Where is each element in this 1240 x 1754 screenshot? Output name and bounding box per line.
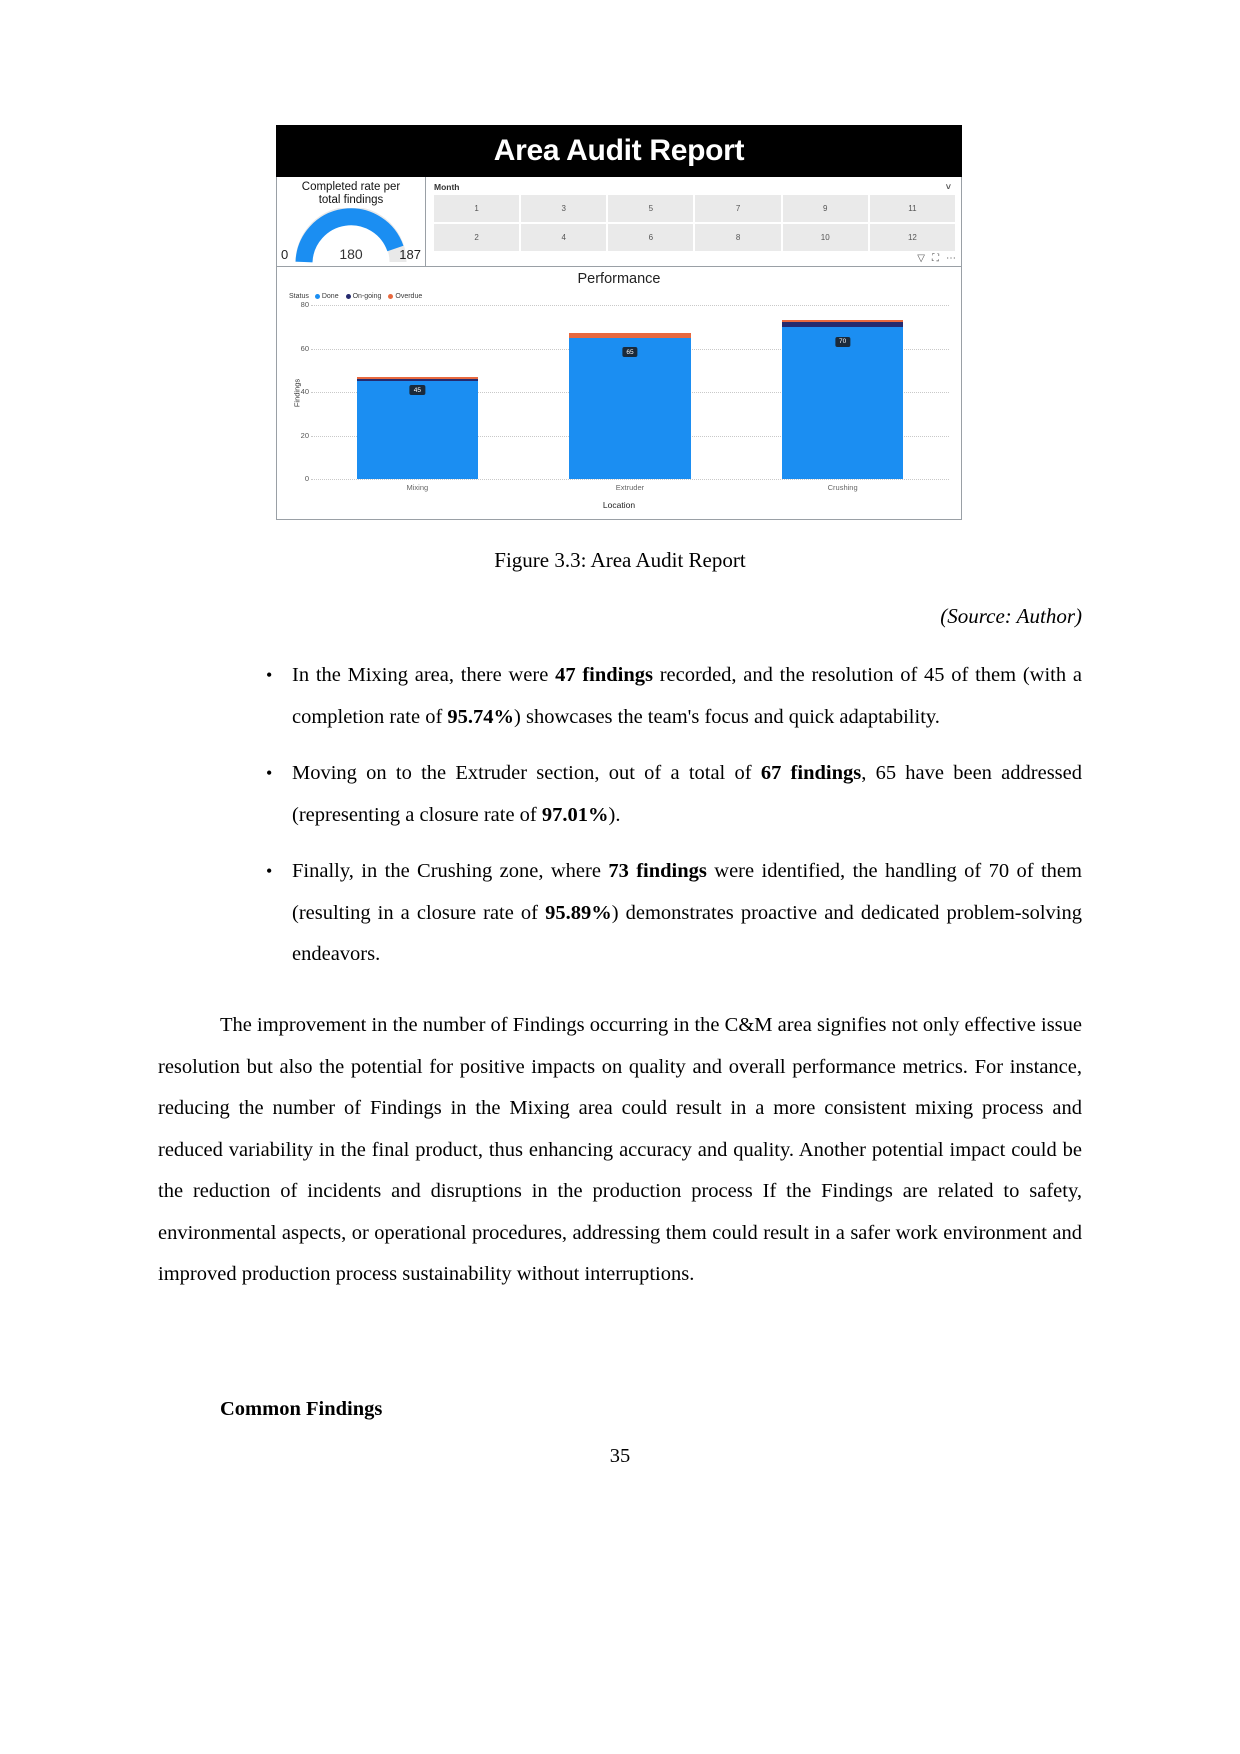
list-item: • Finally, in the Crushing zone, where 73 findings were identified, the handling of 70 of them (resulting in a closure rate of 95.89%) demonstrates proactive and dedicated problem-solving endeavors. xyxy=(252,851,1082,976)
y-axis-tick: 20 xyxy=(300,430,309,440)
month-cell[interactable]: 6 xyxy=(608,224,693,251)
month-cell[interactable]: 5 xyxy=(608,195,693,222)
gauge-title-line2: total findings xyxy=(318,194,384,206)
month-slicer-label: Month xyxy=(434,182,460,192)
month-slicer-header xyxy=(434,181,955,193)
gridline xyxy=(311,479,949,480)
gauge-title-line1: Completed rate per xyxy=(301,181,401,193)
y-axis-tick: 0 xyxy=(304,474,309,483)
performance-chart-visual xyxy=(276,267,962,520)
chart-plot-area xyxy=(300,300,949,492)
bar-column-extruder[interactable] xyxy=(569,305,690,492)
gauge-max-value: 187 xyxy=(399,247,421,262)
legend-swatch-done-icon xyxy=(315,294,320,299)
bar-data-label: 65 xyxy=(622,347,637,357)
more-options-icon[interactable]: ⋯ xyxy=(946,253,956,264)
bar-data-label: 70 xyxy=(835,337,850,347)
bar-segment-done[interactable] xyxy=(357,381,478,479)
chevron-down-icon[interactable]: ˅ xyxy=(945,182,951,192)
month-cell[interactable]: 3 xyxy=(521,195,606,222)
y-axis-tick: 60 xyxy=(300,343,309,353)
bar-segment-done[interactable] xyxy=(569,338,690,479)
x-axis-tick: Extruder xyxy=(615,483,645,492)
bar-data-label: 45 xyxy=(410,385,425,395)
legend-item-overdue[interactable] xyxy=(388,293,422,300)
month-cell[interactable]: 2 xyxy=(434,224,519,251)
month-cell[interactable]: 10 xyxy=(783,224,868,251)
bar-series-group xyxy=(311,305,949,492)
gauge-title xyxy=(277,177,425,207)
legend-label-overdue: Overdue xyxy=(395,293,423,300)
y-axis-tick: 80 xyxy=(300,300,309,309)
month-slicer-grid xyxy=(434,195,955,251)
filter-icon[interactable]: ▽ xyxy=(917,253,925,264)
gauge-min-value: 0 xyxy=(281,247,289,262)
findings-bullet-list xyxy=(252,655,1082,991)
figure-source: (Source: Author) xyxy=(940,604,1082,628)
area-audit-report-dashboard xyxy=(276,125,962,520)
legend-swatch-overdue-icon xyxy=(388,294,393,299)
bar-column-crushing[interactable] xyxy=(782,305,903,492)
y-axis-title: Findings xyxy=(292,378,302,408)
month-slicer[interactable] xyxy=(426,177,962,267)
legend-swatch-ongoing-icon xyxy=(346,294,351,299)
legend-item-ongoing[interactable] xyxy=(346,293,382,300)
legend-label-done: Done xyxy=(321,293,339,300)
dashboard-top-row xyxy=(276,177,962,267)
visual-toolbar xyxy=(917,254,956,264)
bar-segment-done[interactable] xyxy=(782,327,903,479)
list-item: • Moving on to the Extruder section, out of a total of 67 findings, 65 have been addressed (representing a closure rate of 97.01%). xyxy=(252,753,1082,836)
list-item: • In the Mixing area, there were 47 findings recorded, and the resolution of 45 of them (with a completion rate of 95.74%) showcases the team's focus and quick adaptability. xyxy=(252,655,1082,738)
subheading: Common Findings xyxy=(220,1398,383,1420)
figure-caption: Figure 3.3: Area Audit Report xyxy=(494,548,746,572)
month-cell[interactable]: 9 xyxy=(783,195,868,222)
dashboard-title: Area Audit Report xyxy=(276,125,962,177)
gauge-visual xyxy=(277,208,425,260)
dashboard-figure xyxy=(276,125,962,520)
month-cell[interactable]: 1 xyxy=(434,195,519,222)
chart-title: Performance xyxy=(577,271,661,287)
legend-item-done[interactable] xyxy=(315,293,339,300)
gauge-current-value: 180 xyxy=(339,246,363,262)
month-cell[interactable]: 11 xyxy=(870,195,955,222)
legend-label-ongoing: On-going xyxy=(352,293,382,300)
legend-title: Status xyxy=(289,293,309,300)
month-cell[interactable]: 12 xyxy=(870,224,955,251)
page-number: 35 xyxy=(609,1445,631,1467)
month-cell[interactable]: 8 xyxy=(695,224,780,251)
focus-mode-icon[interactable]: ⛶ xyxy=(932,253,939,264)
month-cell[interactable]: 4 xyxy=(521,224,606,251)
body-paragraph: The improvement in the number of Findings occurring in the C&M area signifies not only effective issue resolution but also the potential for positive impacts on quality and overall performance metrics. For instance, reducing the number of Findings in the Mixing area could result in a more consistent mixing process and reduced variability in the final product, thus enhancing accuracy and quality. Another potential impact could be the reduction of incidents and disruptions in the production process If the Findings are related to safety, environmental aspects, or operational procedures, addressing them could result in a safer work environment and improved production process sustainability without interruptions. xyxy=(158,1014,1082,1285)
bar-column-mixing[interactable] xyxy=(357,305,478,492)
x-axis-tick: Mixing xyxy=(406,483,429,492)
y-axis-tick: 40 xyxy=(300,387,309,396)
x-axis-title: Location xyxy=(602,500,636,510)
x-axis-tick: Crushing xyxy=(827,483,858,492)
completed-rate-gauge-card xyxy=(276,177,426,267)
chart-legend xyxy=(289,293,425,300)
month-cell[interactable]: 7 xyxy=(695,195,780,222)
